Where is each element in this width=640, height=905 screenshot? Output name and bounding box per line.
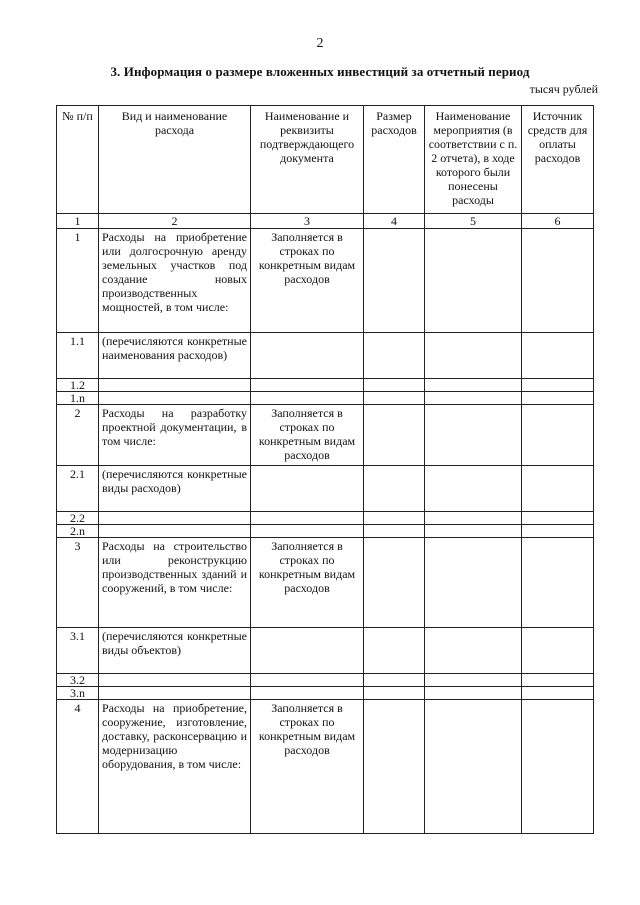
row-document: Заполняется в строках по конкретным видам расходов <box>251 229 364 333</box>
section-title: 3. Информация о размере вложенных инвестиций за отчетный период <box>110 64 530 79</box>
row-document <box>251 333 364 379</box>
row-amount <box>364 674 425 687</box>
row-description <box>99 525 251 538</box>
row-activity <box>425 379 522 392</box>
row-document <box>251 628 364 674</box>
row-activity <box>425 700 522 834</box>
row-number: 3.2 <box>57 674 99 687</box>
row-activity <box>425 466 522 512</box>
header-num: № п/п <box>57 106 99 214</box>
row-activity <box>425 333 522 379</box>
row-amount <box>364 392 425 405</box>
row-number: 1.2 <box>57 379 99 392</box>
row-activity <box>425 674 522 687</box>
row-activity <box>425 512 522 525</box>
row-activity <box>425 538 522 628</box>
row-source <box>522 405 594 466</box>
row-description: Расходы на приобретение или долгосрочную аренду земельных участков под создание новых производственных мощностей, в том числе: <box>99 229 251 333</box>
column-number: 2 <box>99 214 251 229</box>
column-number: 6 <box>522 214 594 229</box>
header-document: Наименование и реквизиты подтверждающего документа <box>251 106 364 214</box>
row-number: 3.n <box>57 687 99 700</box>
header-expense-type: Вид и наименование расхода <box>99 106 251 214</box>
row-document <box>251 687 364 700</box>
page-number: 2 <box>316 36 324 51</box>
row-document <box>251 512 364 525</box>
row-activity <box>425 392 522 405</box>
row-description: (перечисляются конкретные наименования расходов) <box>99 333 251 379</box>
row-number: 2.1 <box>57 466 99 512</box>
table-row <box>57 525 594 538</box>
row-document <box>251 674 364 687</box>
table-row <box>57 687 594 700</box>
row-amount <box>364 405 425 466</box>
row-amount <box>364 333 425 379</box>
row-description <box>99 392 251 405</box>
row-amount <box>364 525 425 538</box>
row-description <box>99 674 251 687</box>
row-number: 2 <box>57 405 99 466</box>
table-row <box>57 229 594 333</box>
table-row <box>57 538 594 628</box>
table-row <box>57 512 594 525</box>
row-source <box>522 392 594 405</box>
row-amount <box>364 700 425 834</box>
table-row <box>57 379 594 392</box>
row-number: 2.n <box>57 525 99 538</box>
row-document <box>251 392 364 405</box>
row-document: Заполняется в строках по конкретным видам расходов <box>251 538 364 628</box>
table-row <box>57 674 594 687</box>
row-source <box>522 674 594 687</box>
row-description <box>99 687 251 700</box>
row-amount <box>364 229 425 333</box>
row-description: (перечисляются конкретные виды расходов) <box>99 466 251 512</box>
header-amount: Размер расходов <box>364 106 425 214</box>
row-amount <box>364 466 425 512</box>
row-source <box>522 229 594 333</box>
row-source <box>522 628 594 674</box>
row-description: Расходы на строительство или реконструкцию производственных зданий и сооружений, в том числе: <box>99 538 251 628</box>
row-activity <box>425 405 522 466</box>
row-source <box>522 466 594 512</box>
row-number: 3.1 <box>57 628 99 674</box>
row-source <box>522 379 594 392</box>
row-source <box>522 525 594 538</box>
row-number: 4 <box>57 700 99 834</box>
table-row <box>57 628 594 674</box>
investment-table <box>56 105 594 834</box>
row-activity <box>425 687 522 700</box>
row-number: 1.1 <box>57 333 99 379</box>
table-row <box>57 466 594 512</box>
row-amount <box>364 628 425 674</box>
row-number: 2.2 <box>57 512 99 525</box>
header-row <box>57 106 594 214</box>
row-document: Заполняется в строках по конкретным видам расходов <box>251 700 364 834</box>
row-activity <box>425 525 522 538</box>
column-number: 3 <box>251 214 364 229</box>
row-activity <box>425 628 522 674</box>
row-document <box>251 466 364 512</box>
row-description: (перечисляются конкретные виды объектов) <box>99 628 251 674</box>
row-number: 1 <box>57 229 99 333</box>
row-source <box>522 333 594 379</box>
row-description <box>99 512 251 525</box>
row-source <box>522 538 594 628</box>
row-number: 1.n <box>57 392 99 405</box>
row-source <box>522 687 594 700</box>
table-row <box>57 333 594 379</box>
row-description: Расходы на приобретение, сооружение, изготовление, доставку, расконсервацию и модернизацию оборудования, в том числе: <box>99 700 251 834</box>
column-number: 5 <box>425 214 522 229</box>
column-number: 4 <box>364 214 425 229</box>
header-activity: Наименование мероприятия (в соответствии с п. 2 отчета), в ходе которого были понесены расходы <box>425 106 522 214</box>
column-number: 1 <box>57 214 99 229</box>
header-source: Источник средств для оплаты расходов <box>522 106 594 214</box>
row-amount <box>364 512 425 525</box>
table-row <box>57 405 594 466</box>
row-amount <box>364 379 425 392</box>
units-label: тысяч рублей <box>529 82 598 96</box>
row-amount <box>364 538 425 628</box>
row-source <box>522 512 594 525</box>
row-document: Заполняется в строках по конкретным видам расходов <box>251 405 364 466</box>
row-amount <box>364 687 425 700</box>
row-description: Расходы на разработку проектной документации, в том числе: <box>99 405 251 466</box>
row-description <box>99 379 251 392</box>
row-document <box>251 525 364 538</box>
table-row <box>57 392 594 405</box>
row-number: 3 <box>57 538 99 628</box>
row-source <box>522 700 594 834</box>
column-numbers-row <box>57 214 594 229</box>
table-row <box>57 700 594 834</box>
row-document <box>251 379 364 392</box>
row-activity <box>425 229 522 333</box>
